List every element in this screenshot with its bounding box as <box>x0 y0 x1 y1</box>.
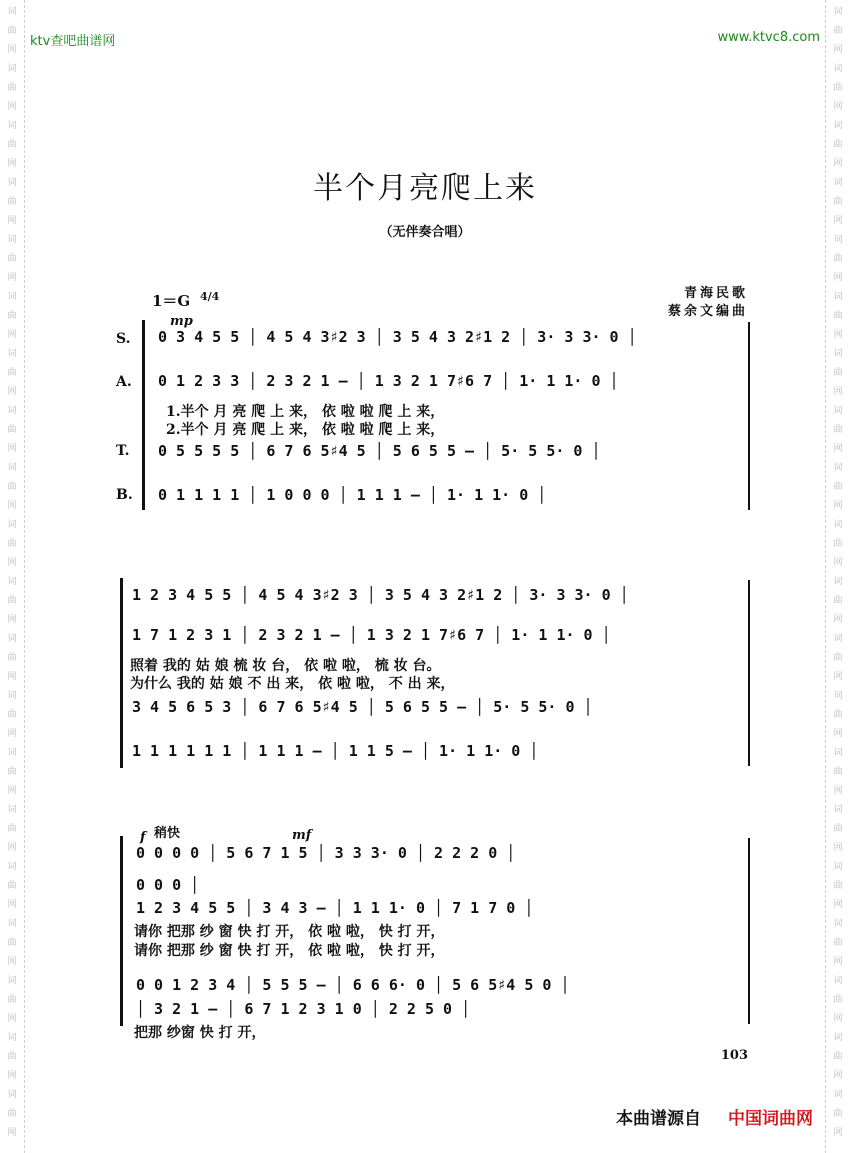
watermark-char: 词 <box>7 178 17 188</box>
watermark-char: 网 <box>833 387 843 397</box>
watermark-char: 网 <box>7 1071 17 1081</box>
part-label-soprano: S. <box>116 331 131 347</box>
watermark-char: 网 <box>833 216 843 226</box>
watermark-char: 词 <box>833 406 843 416</box>
watermark-char: 网 <box>833 102 843 112</box>
watermark-char: 网 <box>833 558 843 568</box>
tempo-mark: 稍快 <box>154 826 181 841</box>
watermark-char: 曲 <box>833 26 843 36</box>
system-3-row-5: │ 3 2 1 – │ 6 7 1 2 3 1 0 │ 2 2 5 0 │ <box>136 1000 471 1018</box>
watermark-char: 曲 <box>833 596 843 606</box>
watermark-char: 词 <box>7 235 17 245</box>
watermark-char: 词 <box>7 406 17 416</box>
system-2-lyric-1: 照着 我的 姑 娘 梳 妆 台， 依 啦 啦， 梳 妆 台。 <box>130 658 441 674</box>
watermark-char: 曲 <box>7 824 17 834</box>
watermark-char: 曲 <box>7 1109 17 1119</box>
watermark-char: 词 <box>7 748 17 758</box>
watermark-char: 词 <box>7 349 17 359</box>
watermark-char: 词 <box>833 805 843 815</box>
watermark-char: 网 <box>833 45 843 55</box>
watermark-char: 曲 <box>833 83 843 93</box>
watermark-char: 词 <box>833 919 843 929</box>
system-3-row-4: 0 0 1 2 3 4 │ 5 5 5 – │ 6 6 6· 0 │ 5 6 5♯4 5 0 │ <box>136 976 570 994</box>
watermark-char: 网 <box>7 216 17 226</box>
footer-source-text: 本曲谱源自 <box>616 1109 701 1129</box>
watermark-char: 曲 <box>833 368 843 378</box>
watermark-char: 网 <box>7 957 17 967</box>
watermark-char: 曲 <box>833 767 843 777</box>
watermark-char: 曲 <box>833 425 843 435</box>
watermark-char: 曲 <box>7 881 17 891</box>
part-label-alto: A. <box>116 374 132 390</box>
system-1-row-2: 0 1 2 3 3 │ 2 3 2 1 – │ 1 3 2 1 7♯6 7 │ 1· 1 1· 0 │ <box>158 372 619 390</box>
watermark-char: 网 <box>833 672 843 682</box>
watermark-char: 词 <box>7 691 17 701</box>
watermark-char: 网 <box>833 615 843 625</box>
page-number: 103 <box>720 1048 748 1063</box>
watermark-char: 曲 <box>833 140 843 150</box>
watermark-char: 词 <box>833 121 843 131</box>
watermark-char: 曲 <box>833 482 843 492</box>
system-3-row-3: 1 2 3 4 5 5 │ 3 4 3 – │ 1 1 1· 0 │ 7 1 7 0 │ <box>136 899 534 917</box>
part-label-bass: B. <box>116 487 133 503</box>
watermark-char: 曲 <box>7 653 17 663</box>
watermark-char: 曲 <box>833 995 843 1005</box>
time-signature: 4/4 <box>200 290 220 303</box>
footer-site-link[interactable]: 中国词曲网 <box>728 1109 813 1129</box>
watermark-char: 网 <box>7 900 17 910</box>
watermark-char: 词 <box>7 634 17 644</box>
watermark-char: 曲 <box>833 824 843 834</box>
watermark-char: 网 <box>7 786 17 796</box>
watermark-char: 词 <box>7 1090 17 1100</box>
watermark-char: 词 <box>833 862 843 872</box>
watermark-char: 网 <box>7 501 17 511</box>
watermark-char: 曲 <box>7 767 17 777</box>
watermark-char: 词 <box>7 121 17 131</box>
watermark-char: 词 <box>833 292 843 302</box>
watermark-char: 网 <box>7 729 17 739</box>
part-label-tenor: T. <box>116 443 130 459</box>
watermark-char: 网 <box>7 444 17 454</box>
watermark-char: 词 <box>7 1033 17 1043</box>
watermark-char: 网 <box>833 159 843 169</box>
watermark-char: 网 <box>833 843 843 853</box>
watermark-char: 网 <box>833 729 843 739</box>
watermark-char: 曲 <box>7 140 17 150</box>
site-link-right[interactable]: www.ktvc8.com <box>717 30 820 45</box>
watermark-char: 网 <box>7 273 17 283</box>
watermark-char: 曲 <box>7 596 17 606</box>
watermark-char: 词 <box>7 805 17 815</box>
watermark-char: 网 <box>833 501 843 511</box>
credit-origin: 青海民歌 <box>683 286 748 301</box>
system-1-row-1: 0 3 4 5 5 │ 4 5 4 3♯2 3 │ 3 5 4 3 2♯1 2 │ 3· 3 3· 0 │ <box>158 328 637 346</box>
watermark-char: 网 <box>7 387 17 397</box>
system-2-row-2: 1 7 1 2 3 1 │ 2 3 2 1 – │ 1 3 2 1 7♯6 7 │ 1· 1 1· 0 │ <box>132 626 611 644</box>
watermark-char: 网 <box>833 330 843 340</box>
system-2-row-1: 1 2 3 4 5 5 │ 4 5 4 3♯2 3 │ 3 5 4 3 2♯1 2 │ 3· 3 3· 0 │ <box>132 586 629 604</box>
watermark-char: 词 <box>7 64 17 74</box>
watermark-char: 词 <box>7 463 17 473</box>
watermark-char: 曲 <box>7 83 17 93</box>
watermark-char: 网 <box>833 957 843 967</box>
watermark-char: 网 <box>7 558 17 568</box>
watermark-char: 词 <box>833 748 843 758</box>
system-1-lyric-2: 2.半个 月 亮 爬 上 来， 依 啦 啦 爬 上 来， <box>166 422 445 438</box>
system-1-row-4: 0 1 1 1 1 │ 1 0 0 0 │ 1 1 1 – │ 1· 1 1· 0 │ <box>158 486 547 504</box>
watermark-char: 曲 <box>7 26 17 36</box>
watermark-char: 网 <box>833 1071 843 1081</box>
watermark-char: 曲 <box>7 425 17 435</box>
watermark-char: 网 <box>7 1128 17 1138</box>
system-2-lyric-2: 为什么 我的 姑 娘 不 出 来， 依 啦 啦， 不 出 来， <box>130 676 455 692</box>
watermark-char: 网 <box>7 102 17 112</box>
system-3-lyric-1: 请你 把那 纱 窗 快 打 开， 依 啦 啦， 快 打 开， <box>134 924 445 940</box>
watermark-char: 词 <box>833 691 843 701</box>
watermark-char: 曲 <box>833 254 843 264</box>
watermark-char: 词 <box>833 349 843 359</box>
watermark-char: 词 <box>833 1090 843 1100</box>
watermark-char: 曲 <box>7 197 17 207</box>
watermark-char: 曲 <box>833 653 843 663</box>
key-signature: 1＝G <box>152 292 191 310</box>
watermark-char: 网 <box>7 45 17 55</box>
watermark-char: 词 <box>7 292 17 302</box>
watermark-char: 网 <box>7 1014 17 1024</box>
watermark-char: 词 <box>7 520 17 530</box>
system-3-row-1: 0 0 0 0 │ 5 6 7 1 5 │ 3 3 3· 0 │ 2 2 2 0 │ <box>136 844 516 862</box>
watermark-char: 词 <box>833 1033 843 1043</box>
watermark-char: 曲 <box>833 710 843 720</box>
watermark-char: 词 <box>833 64 843 74</box>
watermark-char: 词 <box>833 976 843 986</box>
watermark-char: 网 <box>7 330 17 340</box>
watermark-char: 词 <box>833 577 843 587</box>
watermark-char: 曲 <box>833 311 843 321</box>
credit-arranger: 蔡余文编曲 <box>667 304 748 319</box>
dynamic-f: f <box>140 830 146 845</box>
system-1-lyric-1: 1.半个 月 亮 爬 上 来， 依 啦 啦 爬 上 来， <box>166 404 445 420</box>
watermark-char: 网 <box>833 1014 843 1024</box>
watermark-char: 词 <box>833 634 843 644</box>
system-2-row-4: 1 1 1 1 1 1 │ 1 1 1 – │ 1 1 5 – │ 1· 1 1· 0 │ <box>132 742 539 760</box>
system-3-row-2: 0 0 0 │ <box>136 876 200 894</box>
watermark-char: 曲 <box>7 1052 17 1062</box>
system-3-lyric-3: 把那 纱窗 快 打 开， <box>134 1025 266 1041</box>
watermark-char: 曲 <box>7 938 17 948</box>
watermark-char: 词 <box>7 577 17 587</box>
watermark-char: 曲 <box>833 539 843 549</box>
watermark-char: 网 <box>833 786 843 796</box>
watermark-char: 网 <box>7 843 17 853</box>
song-subtitle: （无伴奏合唱） <box>379 225 471 240</box>
watermark-char: 网 <box>833 1128 843 1138</box>
watermark-char: 曲 <box>7 482 17 492</box>
watermark-char: 曲 <box>833 938 843 948</box>
dynamic-mp: mp <box>170 314 193 329</box>
song-title: 半个月亮爬上来 <box>313 171 537 206</box>
watermark-char: 曲 <box>833 197 843 207</box>
watermark-char: 词 <box>833 7 843 17</box>
watermark-char: 曲 <box>7 254 17 264</box>
watermark-char: 曲 <box>7 311 17 321</box>
watermark-char: 网 <box>7 672 17 682</box>
watermark-char: 词 <box>833 178 843 188</box>
watermark-char: 曲 <box>833 1109 843 1119</box>
watermark-char: 曲 <box>7 539 17 549</box>
watermark-char: 词 <box>833 520 843 530</box>
system-1-row-3: 0 5 5 5 5 │ 6 7 6 5♯4 5 │ 5 6 5 5 – │ 5· 5 5· 0 │ <box>158 442 601 460</box>
watermark-char: 曲 <box>7 710 17 720</box>
watermark-char: 词 <box>7 862 17 872</box>
watermark-char: 网 <box>833 273 843 283</box>
watermark-char: 曲 <box>7 995 17 1005</box>
watermark-char: 网 <box>7 159 17 169</box>
watermark-char: 词 <box>7 976 17 986</box>
watermark-char: 词 <box>833 235 843 245</box>
watermark-char: 网 <box>833 900 843 910</box>
watermark-char: 曲 <box>833 1052 843 1062</box>
watermark-char: 词 <box>7 919 17 929</box>
watermark-char: 网 <box>7 615 17 625</box>
watermark-char: 曲 <box>833 881 843 891</box>
dynamic-mf: mf <box>292 828 312 843</box>
watermark-char: 词 <box>833 463 843 473</box>
watermark-char: 词 <box>7 7 17 17</box>
watermark-char: 网 <box>833 444 843 454</box>
system-3-lyric-2: 请你 把那 纱 窗 快 打 开， 依 啦 啦， 快 打 开， <box>134 943 445 959</box>
watermark-char: 曲 <box>7 368 17 378</box>
system-2-row-3: 3 4 5 6 5 3 │ 6 7 6 5♯4 5 │ 5 6 5 5 – │ 5· 5 5· 0 │ <box>132 698 593 716</box>
site-link-left[interactable]: ktv查吧曲谱网 <box>30 34 116 49</box>
